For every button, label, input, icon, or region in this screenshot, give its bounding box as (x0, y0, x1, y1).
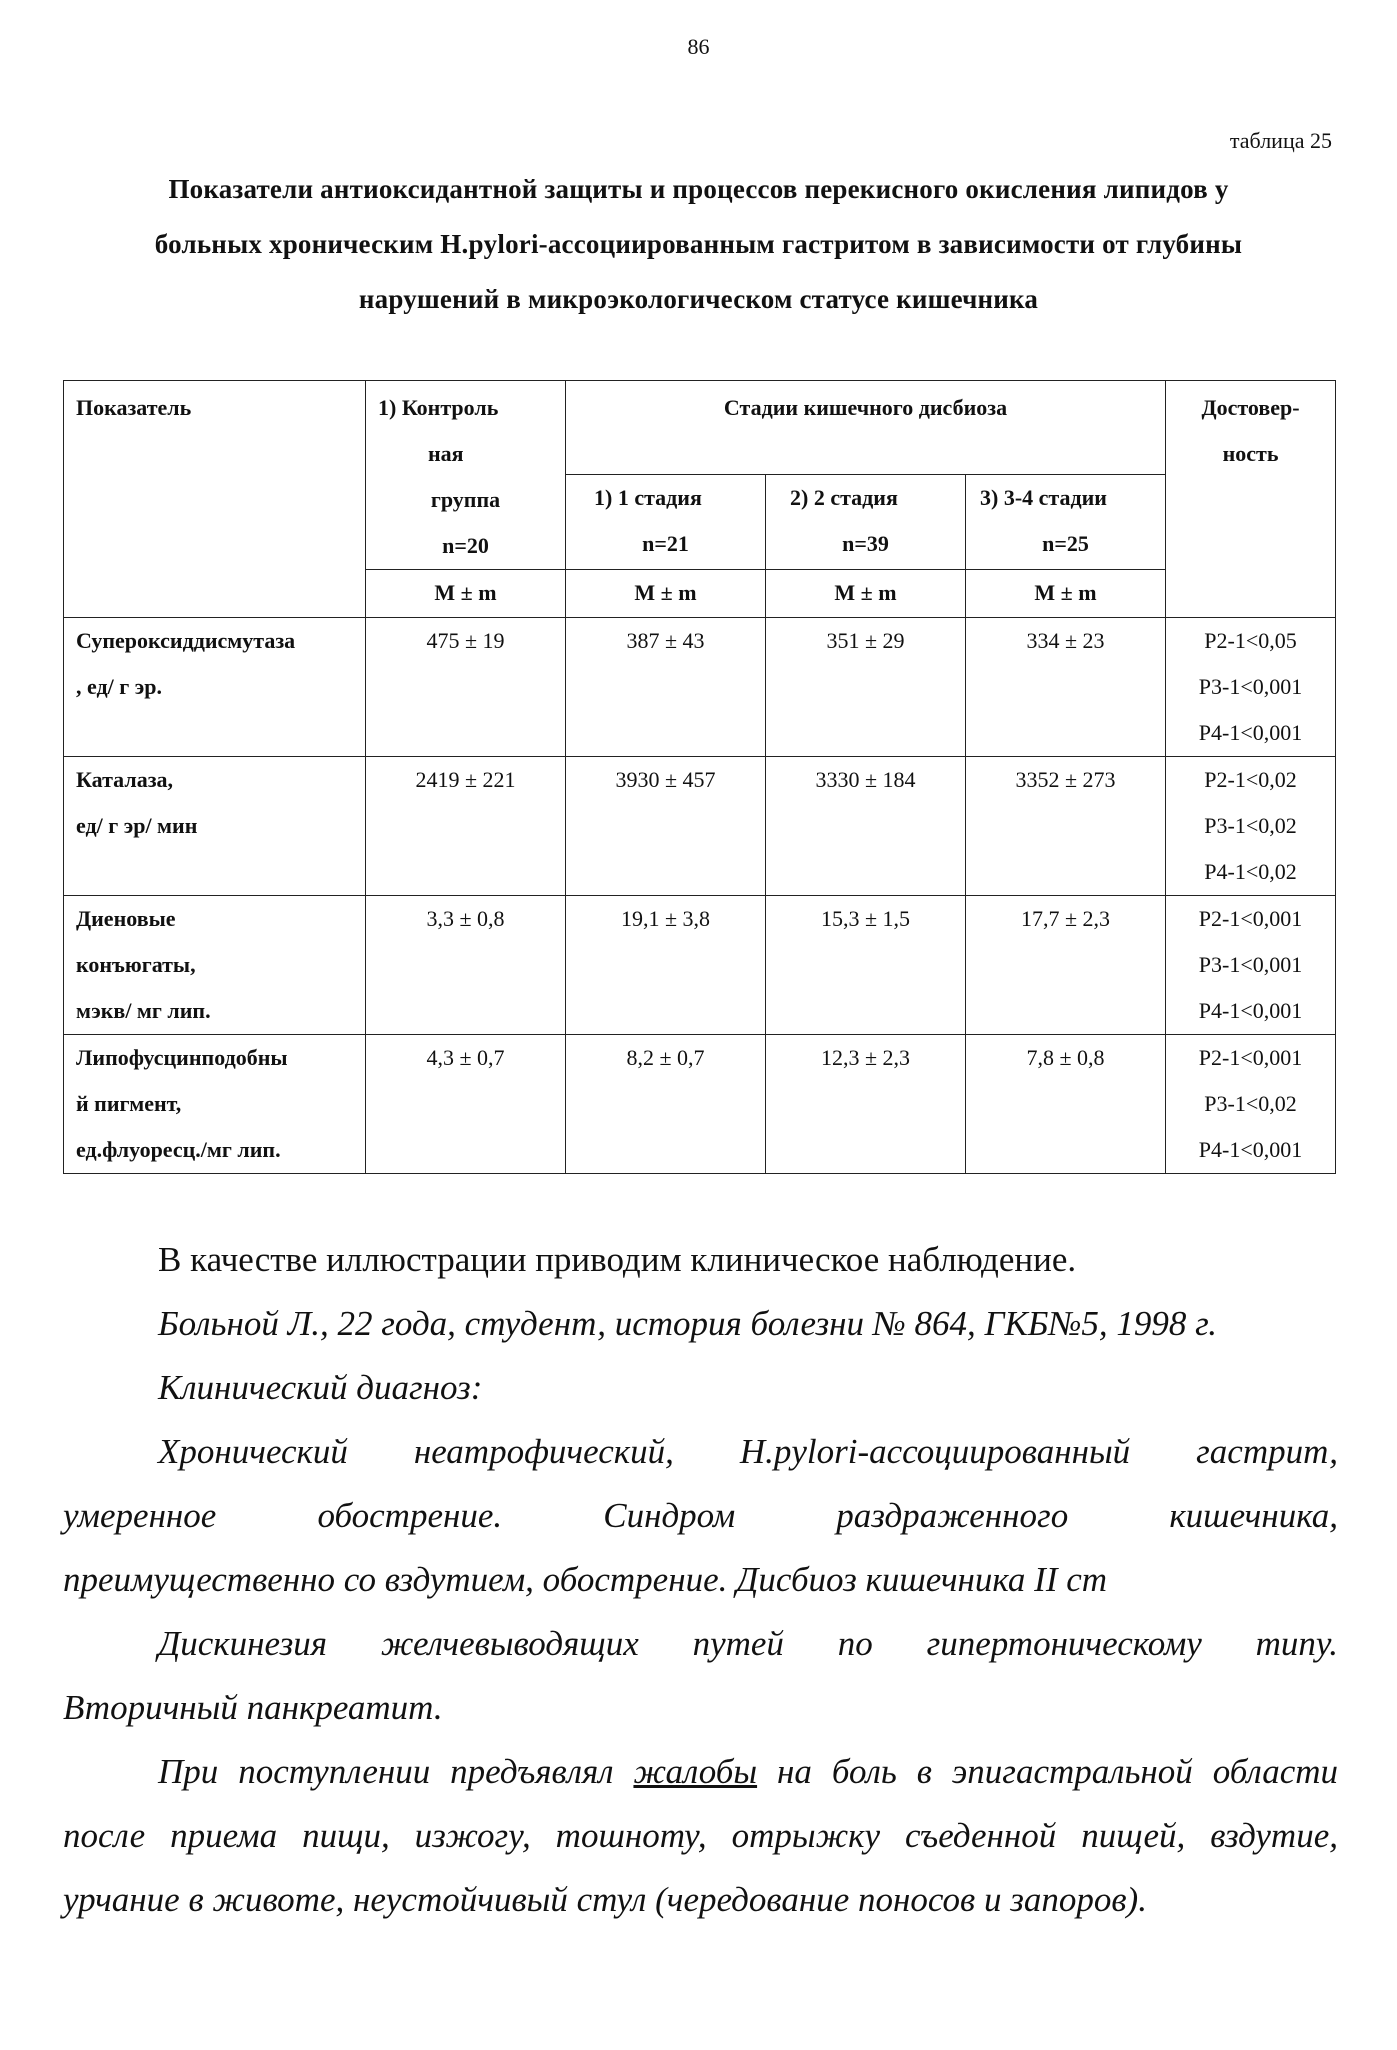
significance-line: P4-1<0,001 (1198, 998, 1303, 1023)
header-control-group (366, 381, 566, 570)
table-row (64, 896, 1336, 1035)
complaints-start: При поступлении предъявлял (158, 1752, 634, 1791)
row-indicator (64, 618, 366, 757)
header-mm: M ± m (966, 570, 1166, 618)
table-row (64, 618, 1336, 757)
header-control-line: группа (430, 487, 501, 512)
header-stage-line: 2) 2 стадия (790, 484, 898, 510)
row-indicator-line: Диеновые (76, 906, 176, 931)
header-stage-line: n=39 (842, 530, 889, 556)
table-row (64, 1035, 1336, 1174)
significance-line: P4-1<0,001 (1198, 720, 1303, 745)
diagnosis-line: Дискинезия желчевыводящих путей по гипертоническому типу. (158, 1624, 1338, 1663)
complaints-line-end: на боль в эпигастральной области (757, 1752, 1339, 1791)
complaints-line (63, 1740, 1338, 1804)
row-indicator-line: Липофусцинподобны (76, 1045, 288, 1070)
intro-sentence: В качестве иллюстрации приводим клиническое наблюдение. (158, 1240, 1077, 1279)
header-mm: M ± m (366, 570, 566, 618)
row-indicator-line: ед/ г эр/ мин (76, 813, 198, 838)
header-indicator: Показатель (64, 381, 366, 618)
diagnosis-line: Хронический неатрофический, H.pylori-ассоциированный гастрит, (158, 1432, 1338, 1471)
diagnosis-line: умеренное обострение. Синдром раздраженного кишечника, (63, 1496, 1338, 1535)
header-significance-line: ность (1222, 441, 1279, 466)
cell-stage2: 12,3 ± 2,3 (766, 1035, 966, 1174)
diagnosis-label: Клинический диагноз: (158, 1368, 483, 1407)
cell-significance (1166, 757, 1336, 896)
significance-line: P2-1<0,05 (1204, 628, 1297, 653)
header-control-line: ная (428, 441, 464, 466)
cell-stage1: 387 ± 43 (566, 618, 766, 757)
header-stage2 (766, 474, 966, 569)
header-mm: M ± m (566, 570, 766, 618)
title-line: нарушений в микроэкологическом статусе кишечника (358, 284, 1039, 314)
cell-stage1: 8,2 ± 0,7 (566, 1035, 766, 1174)
cell-control: 475 ± 19 (366, 618, 566, 757)
row-indicator-line: ед.флуоресц./мг лип. (76, 1137, 281, 1162)
header-mm: M ± m (766, 570, 966, 618)
diagnosis-paragraph-2 (63, 1612, 1338, 1740)
row-indicator (64, 896, 366, 1035)
significance-line: P4-1<0,02 (1204, 859, 1297, 884)
row-indicator-line: конъюгаты, (76, 952, 196, 977)
cell-stage2: 351 ± 29 (766, 618, 966, 757)
significance-line: P2-1<0,001 (1198, 906, 1303, 931)
title-line: больных хроническим H.pylori-ассоциированным гастритом в зависимости от глубины (154, 229, 1243, 259)
significance-line: P3-1<0,02 (1204, 813, 1297, 838)
diagnosis-paragraph-1 (63, 1420, 1338, 1612)
patient-line: Больной Л., 22 года, студент, история болезни № 864, ГКБ№5, 1998 г. (158, 1304, 1218, 1343)
complaints-paragraph (63, 1740, 1338, 1932)
header-stage-line: n=21 (642, 530, 689, 556)
cell-significance (1166, 1035, 1336, 1174)
diagnosis-line: Вторичный панкреатит. (63, 1688, 443, 1727)
significance-line: P2-1<0,02 (1204, 767, 1297, 792)
header-stage-line: n=25 (1042, 530, 1089, 556)
page-number: 86 (687, 34, 710, 59)
header-control-line: 1) Контроль (378, 395, 499, 420)
cell-control: 2419 ± 221 (366, 757, 566, 896)
complaints-line: после приема пищи, изжогу, тошноту, отрыжку съеденной пищей, вздутие, (63, 1816, 1338, 1855)
cell-stage3: 3352 ± 273 (966, 757, 1166, 896)
header-stage-line: 1) 1 стадия (594, 484, 702, 510)
cell-stage3: 17,7 ± 2,3 (966, 896, 1166, 1035)
row-indicator-line: , ед/ г эр. (76, 674, 162, 699)
header-stages-group: Стадии кишечного дисбиоза (566, 381, 1166, 475)
cell-stage3: 334 ± 23 (966, 618, 1166, 757)
cell-stage1: 3930 ± 457 (566, 757, 766, 896)
row-indicator (64, 757, 366, 896)
row-indicator (64, 1035, 366, 1174)
data-table (63, 380, 1336, 1174)
significance-line: P4-1<0,001 (1198, 1137, 1303, 1162)
table-row (64, 757, 1336, 896)
cell-significance (1166, 618, 1336, 757)
header-control-line: n=20 (442, 533, 489, 558)
row-indicator-line: й пигмент, (76, 1091, 182, 1116)
complaints-line: урчание в животе, неустойчивый стул (чередование поносов и запоров). (63, 1880, 1147, 1919)
row-indicator-line: Каталаза, (76, 767, 174, 792)
cell-control: 4,3 ± 0,7 (366, 1035, 566, 1174)
significance-line: P3-1<0,001 (1198, 674, 1303, 699)
cell-stage3: 7,8 ± 0,8 (966, 1035, 1166, 1174)
significance-line: P3-1<0,02 (1204, 1091, 1297, 1116)
row-indicator-line: Супероксиддисмутаза (76, 628, 296, 653)
header-stage3 (966, 474, 1166, 569)
header-stage-line: 3) 3-4 стадии (980, 484, 1107, 510)
header-significance-line: Достовер- (1201, 395, 1300, 420)
table-title (60, 162, 1337, 327)
cell-stage1: 19,1 ± 3,8 (566, 896, 766, 1035)
title-line: Показатели антиоксидантной защиты и процессов перекисного окисления липидов у (168, 174, 1229, 204)
cell-control: 3,3 ± 0,8 (366, 896, 566, 1035)
diagnosis-line: преимущественно со вздутием, обострение. Дисбиоз кишечника II ст (63, 1560, 1108, 1599)
cell-stage2: 3330 ± 184 (766, 757, 966, 896)
header-stage1 (566, 474, 766, 569)
table-label: таблица 25 (1229, 128, 1332, 153)
header-significance (1166, 381, 1336, 618)
complaints-keyword: жалобы (633, 1752, 758, 1791)
significance-line: P2-1<0,001 (1198, 1045, 1303, 1070)
cell-significance (1166, 896, 1336, 1035)
significance-line: P3-1<0,001 (1198, 952, 1303, 977)
cell-stage2: 15,3 ± 1,5 (766, 896, 966, 1035)
row-indicator-line: мэкв/ мг лип. (76, 998, 211, 1023)
